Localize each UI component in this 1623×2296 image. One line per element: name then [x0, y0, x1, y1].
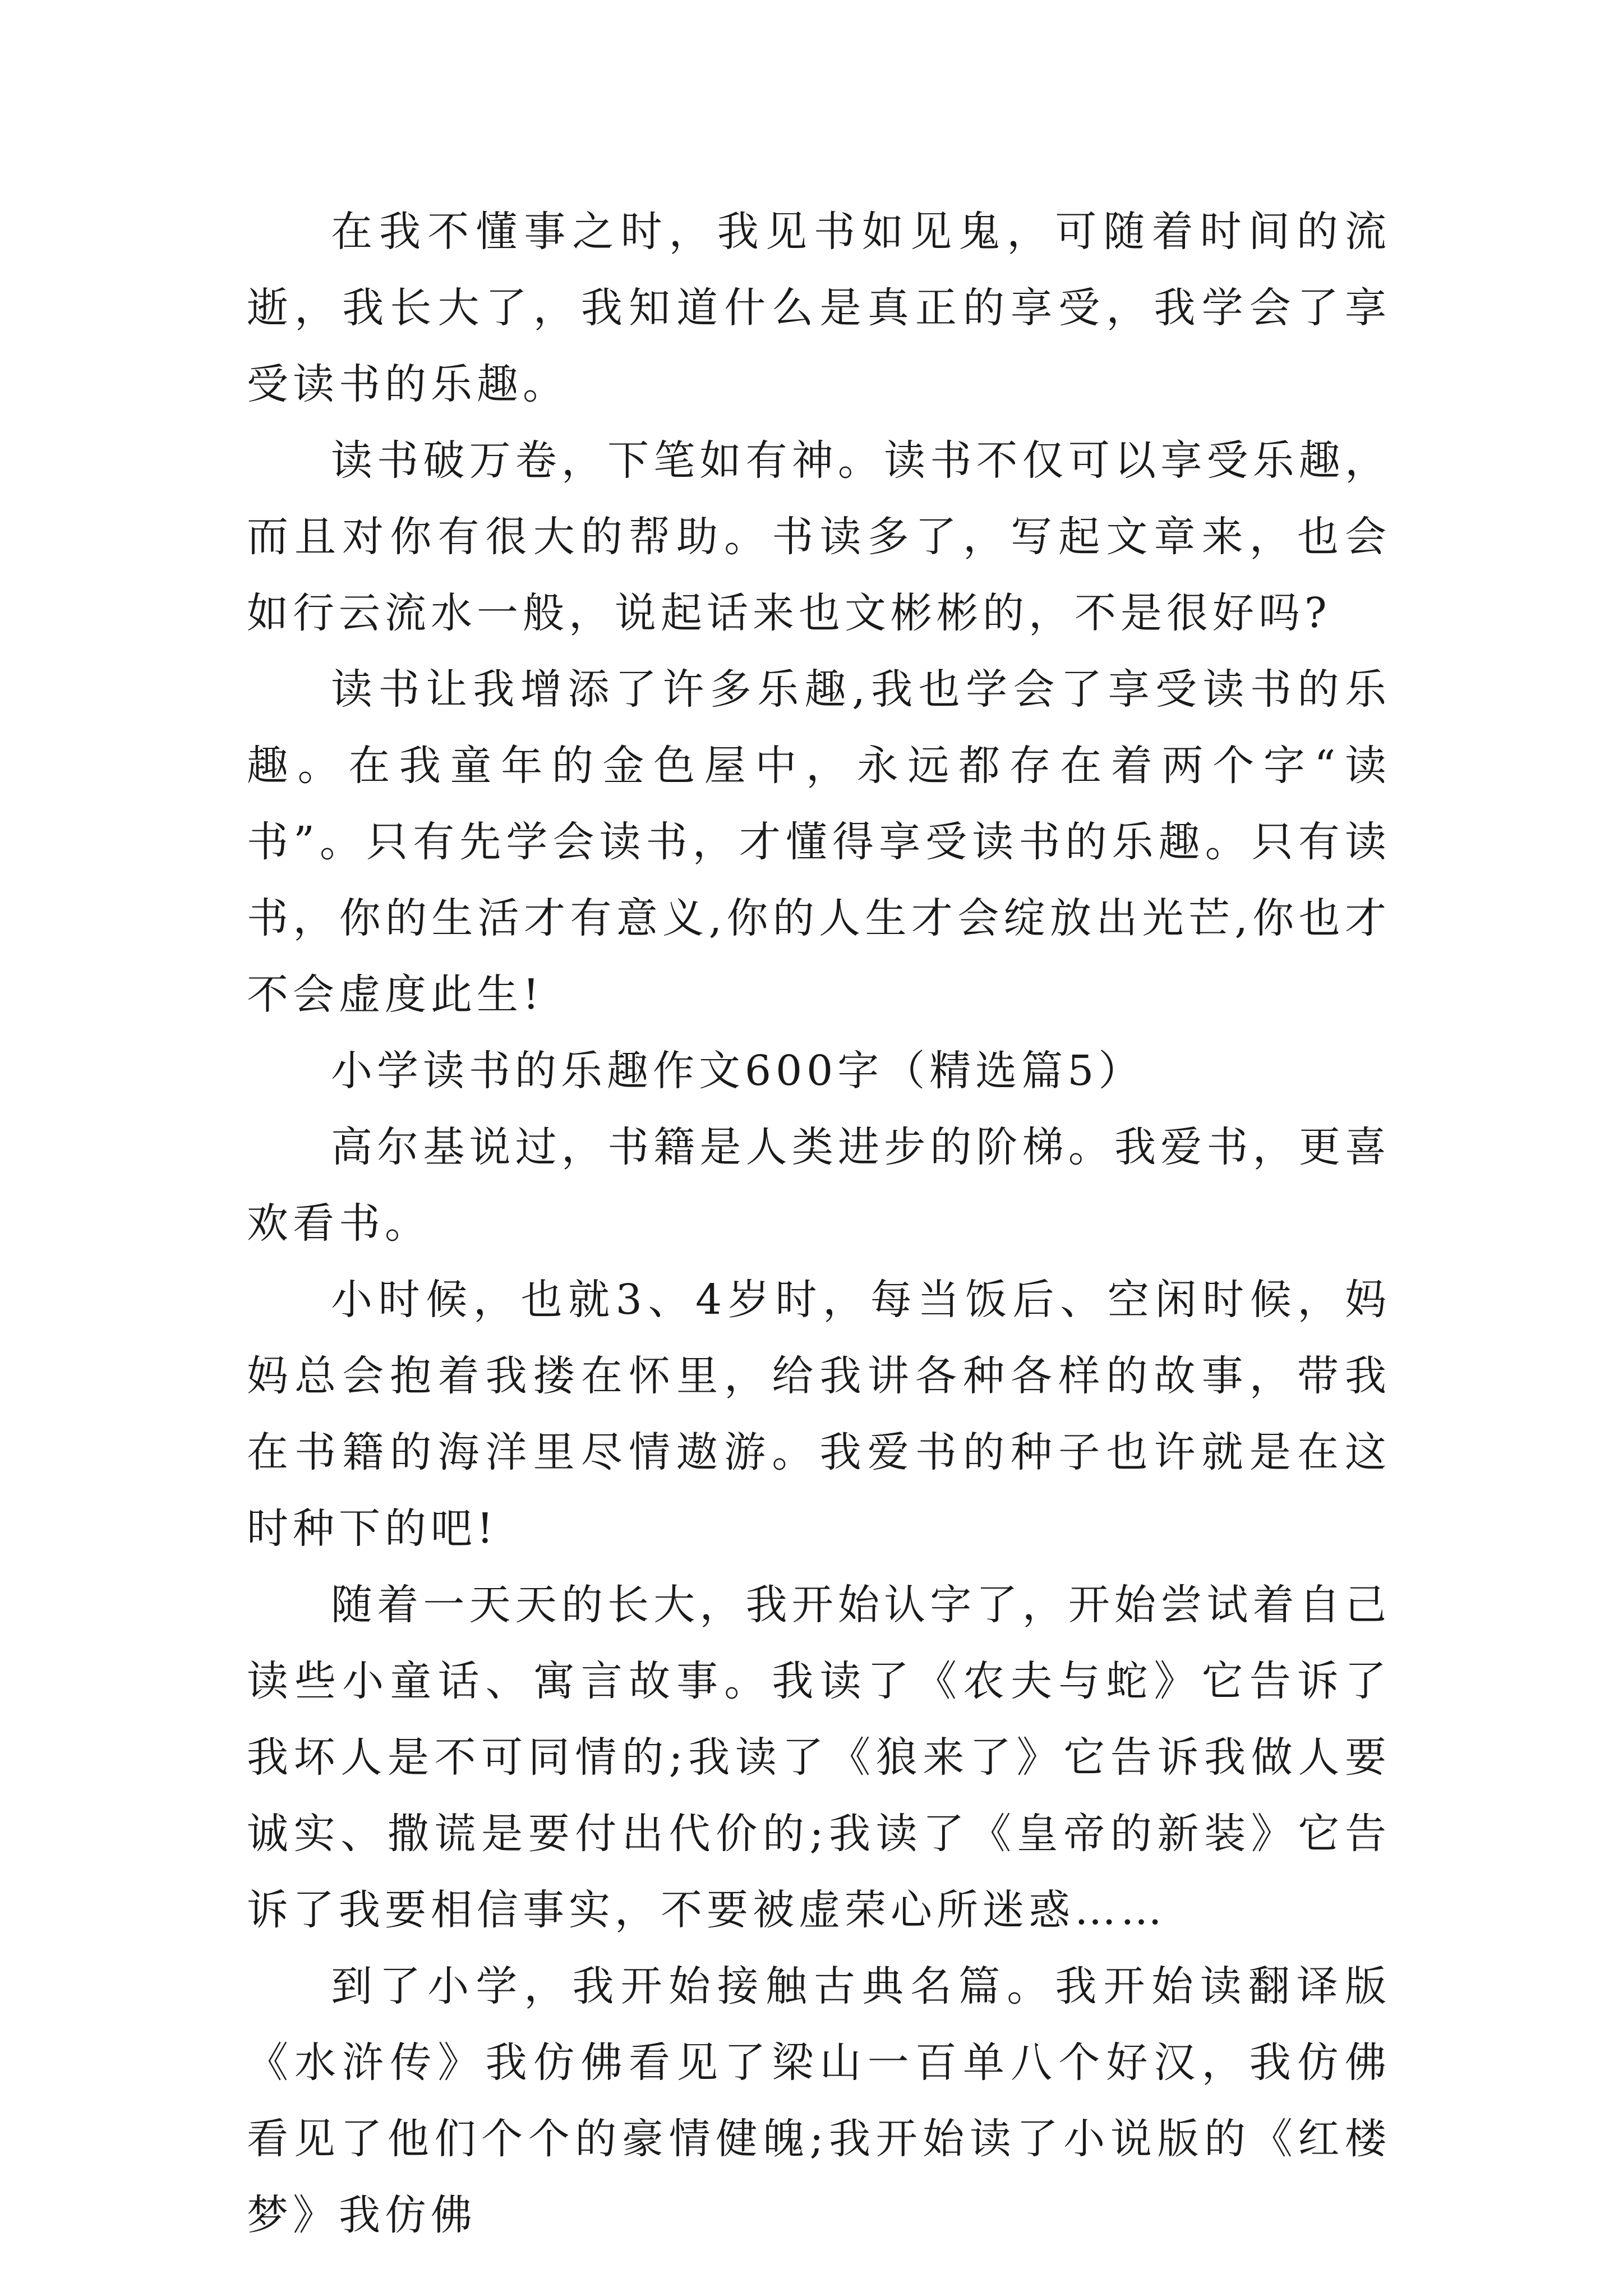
paragraph-5: 小时候，也就3、4岁时，每当饭后、空闲时候，妈妈总会抱着我搂在怀里，给我讲各种各样的故事，带我在书籍的海洋里尽情遨游。我爱书的种子也许就是在这时种下的吧!	[247, 1276, 1391, 1553]
paragraph-7: 到了小学，我开始接触古典名篇。我开始读翻译版《水浒传》我仿佛看见了梁山一百单八个好汉，我仿佛看见了他们个个的豪情健魄;我开始读了小说版的《红楼梦》我仿佛	[247, 1962, 1391, 2239]
paragraph-2: 读书破万卷，下笔如有神。读书不仅可以享受乐趣，而且对你有很大的帮助。书读多了，写起文章来，也会如行云流水一般，说起话来也文彬彬的，不是很好吗?	[247, 436, 1391, 637]
paragraph-3: 读书让我增添了许多乐趣,我也学会了享受读书的乐趣。在我童年的金色屋中，永远都存在着两个字“读书”。只有先学会读书，才懂得享受读书的乐趣。只有读书，你的生活才有意义,你的人生才会绽放出光芒,你也才不会虚度此生!	[247, 665, 1391, 1019]
paragraph-4: 高尔基说过，书籍是人类进步的阶梯。我爱书，更喜欢看书。	[247, 1123, 1391, 1248]
paragraph-1: 在我不懂事之时，我见书如见鬼，可随着时间的流逝，我长大了，我知道什么是真正的享受，我学会了享受读书的乐趣。	[247, 208, 1391, 408]
body-text	[247, 194, 1391, 2253]
section-heading: 小学读书的乐趣作文600字（精选篇5）	[331, 1047, 1145, 1095]
paragraph-6: 随着一天天的长大，我开始认字了，开始尝试着自己读些小童话、寓言故事。我读了《农夫与蛇》它告诉了我坏人是不可同情的;我读了《狼来了》它告诉我做人要诚实、撒谎是要付出代价的;我读了《皇帝的新装》它告诉了我要相信事实，不要被虚荣心所迷惑……	[247, 1581, 1391, 1934]
